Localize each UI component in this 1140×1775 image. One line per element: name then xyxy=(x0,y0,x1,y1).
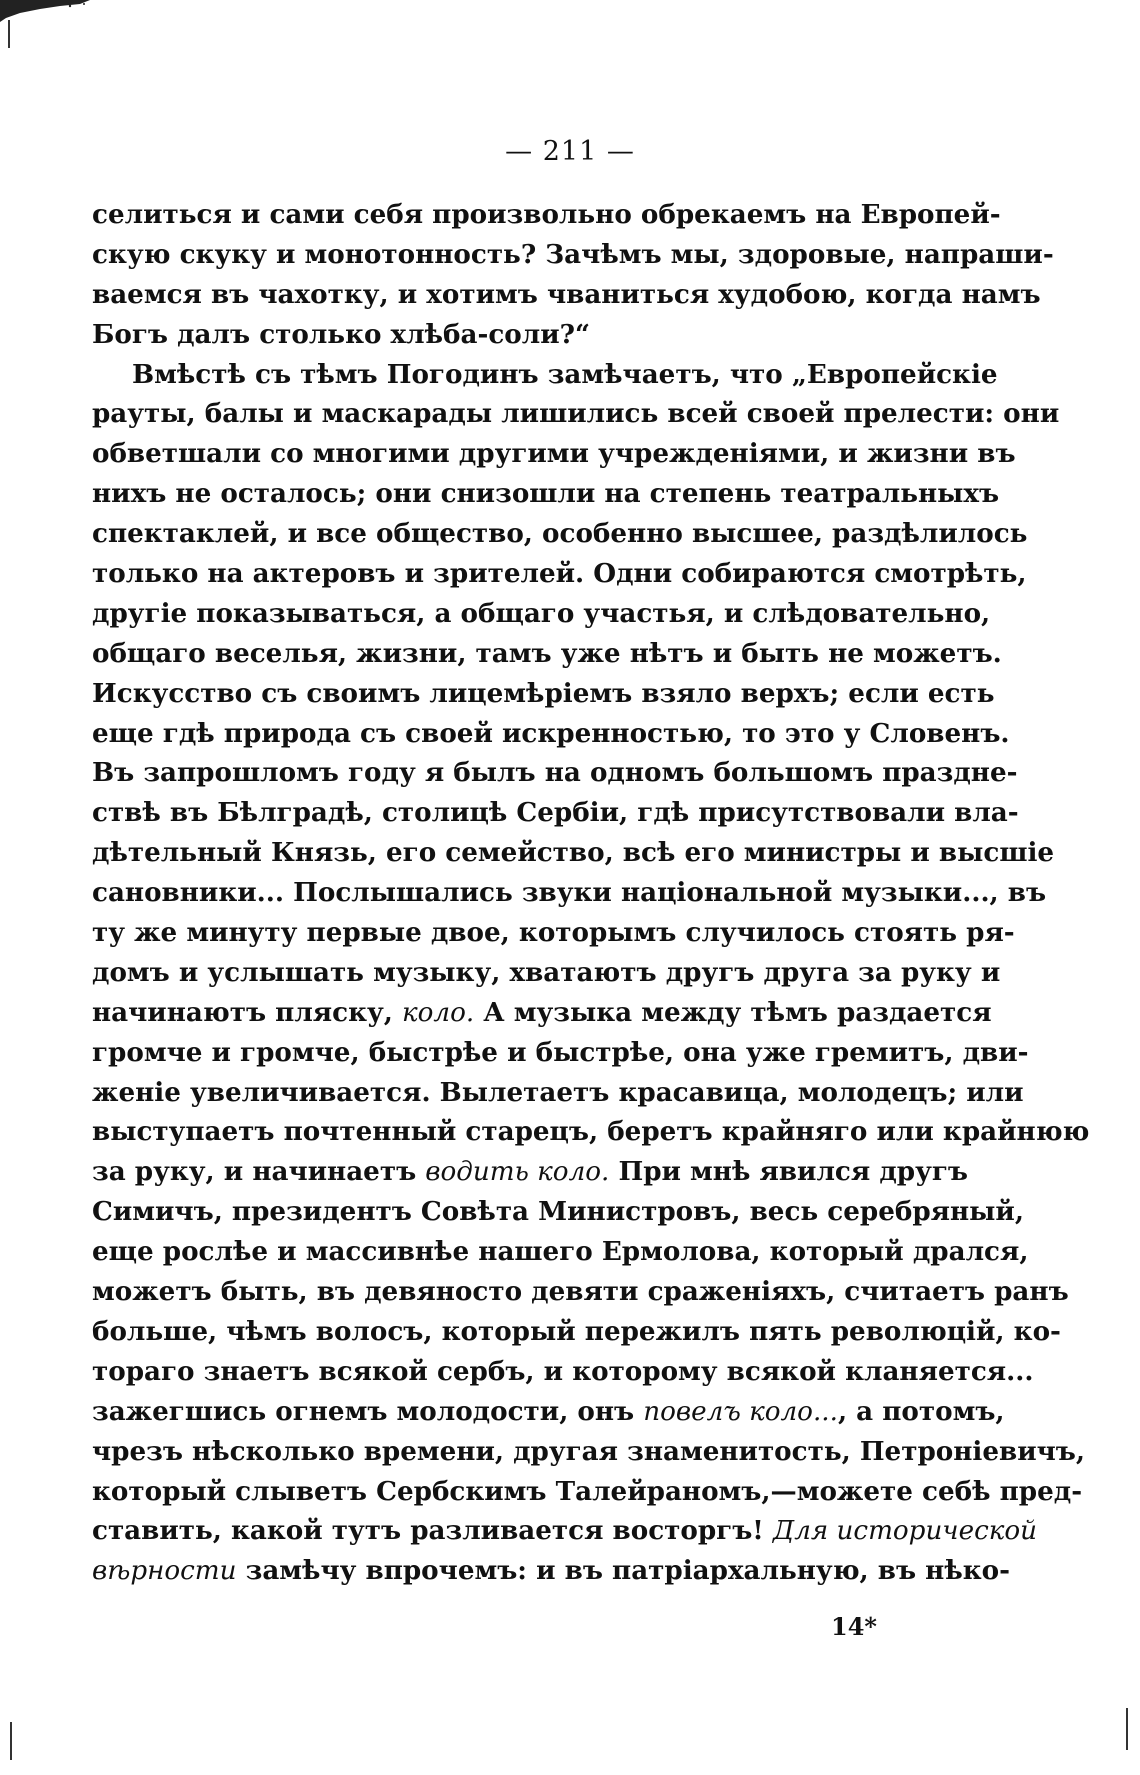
italic-term: Для исторической xyxy=(772,1516,1038,1547)
text-line: домъ и услышать музыку, хватаютъ другъ друга за руку и xyxy=(92,956,1001,988)
text-line: который слыветъ Сербскимъ Талейраномъ,—можете себѣ пред- xyxy=(92,1475,1083,1507)
italic-term: повелъ коло... xyxy=(643,1396,838,1427)
italic-term: вѣрности xyxy=(92,1556,237,1587)
text-line: спектаклей, и все общество, особенно высшее, раздѣлилось xyxy=(92,518,1028,550)
text-line: ваемся въ чахотку, и хотимъ чваниться худобою, когда намъ xyxy=(92,278,1041,310)
text-line: Вмѣстѣ съ тѣмъ Погодинъ замѣчаетъ, что „Европейскіе xyxy=(132,358,998,390)
text-line: только на актеровъ и зрителей. Одни собираются смотрѣть, xyxy=(92,558,1027,590)
text-fragment: начинаютъ пляску, xyxy=(92,996,402,1028)
text-line: можетъ быть, въ девяносто девяти сраженіяхъ, считаетъ ранъ xyxy=(92,1276,1069,1308)
text-fragment: за руку, и начинаетъ xyxy=(92,1156,426,1188)
signature-mark: 14* xyxy=(831,1612,877,1641)
scan-edge-line xyxy=(8,20,10,48)
text-fragment: При мнѣ явился другъ xyxy=(609,1156,968,1188)
text-line: Въ запрошломъ году я былъ на одномъ большомъ праздне- xyxy=(92,757,1018,789)
italic-term: коло. xyxy=(401,997,475,1028)
text-line: еще гдѣ природа съ своей искренностью, то это у Словенъ. xyxy=(92,717,1010,749)
text-line: нихъ не осталось; они снизошли на степень театральныхъ xyxy=(92,478,1000,510)
text-line: дѣтельный Князь, его семейство, всѣ его министры и высшіе xyxy=(92,837,1055,869)
text-line: рауты, балы и маскарады лишились всей своей прелести: они xyxy=(92,398,1060,430)
text-line xyxy=(92,1152,968,1192)
text-line: выступаетъ почтенный старецъ, беретъ крайняго или крайнюю xyxy=(92,1116,1090,1148)
text-line: другіе показываться, а общаго участья, и слѣдовательно, xyxy=(92,597,991,629)
text-line xyxy=(92,1551,1011,1591)
text-line: Искусство съ своимъ лицемѣріемъ взяло верхъ; если есть xyxy=(92,677,995,709)
text-line: женіе увеличивается. Вылетаетъ красавица, молодецъ; или xyxy=(92,1076,1024,1108)
text-line: селиться и сами себя произвольно обрекаемъ на Европей- xyxy=(92,199,1001,230)
text-line: обветшали со многими другими учрежденіями, и жизни въ xyxy=(92,438,1016,470)
text-fragment: замѣчу впрочемъ: и въ патріархальную, въ нѣко- xyxy=(236,1555,1011,1587)
text-line: громче и громче, быстрѣе и быстрѣе, она уже гремитъ, дви- xyxy=(92,1036,1029,1068)
body-text xyxy=(92,195,1090,1591)
text-line xyxy=(92,1511,1038,1551)
text-line: Богъ далъ столько хлѣба-соли?“ xyxy=(92,318,591,350)
text-line: больше, чѣмъ волосъ, который пережилъ пять революцій, ко- xyxy=(92,1315,1061,1347)
italic-term: водить коло. xyxy=(425,1157,610,1188)
text-line: тораго знаетъ всякой сербъ, и которому всякой кланяется... xyxy=(92,1355,1034,1387)
text-line: сановники... Послышались звуки національной музыки..., въ xyxy=(92,877,1047,909)
text-fragment: зажегшись огнемъ молодости, онъ xyxy=(92,1395,644,1427)
text-line xyxy=(92,1392,1005,1432)
text-line: скую скуку и монотонность? Зачѣмъ мы, здоровые, напраши- xyxy=(92,238,1054,270)
text-line xyxy=(92,993,992,1033)
text-line: Симичъ, президентъ Совѣта Министровъ, весь серебряный, xyxy=(92,1196,1024,1228)
scan-corner-mark xyxy=(0,0,95,22)
text-fragment: , а потомъ, xyxy=(837,1395,1005,1427)
text-line: общаго веселья, жизни, тамъ уже нѣтъ и быть не можетъ. xyxy=(92,637,1002,669)
text-line: еще рослѣе и массивнѣе нашего Ермолова, который дрался, xyxy=(92,1236,1029,1268)
page-number: — 211 — xyxy=(505,136,635,167)
text-fragment: А музыка между тѣмъ раздается xyxy=(474,996,992,1028)
scan-edge-line xyxy=(1126,1708,1128,1750)
text-line: ту же минуту первые двое, которымъ случилось стоять ря- xyxy=(92,917,1015,949)
text-line: чрезъ нѣсколько времени, другая знаменитость, Петроніевичъ, xyxy=(92,1435,1085,1467)
text-line: ствѣ въ Бѣлградѣ, столицѣ Сербіи, гдѣ присутствовали вла- xyxy=(92,797,1019,829)
text-fragment: ставить, какой тутъ разливается восторгъ! xyxy=(92,1515,773,1547)
scan-edge-line xyxy=(10,1722,12,1760)
